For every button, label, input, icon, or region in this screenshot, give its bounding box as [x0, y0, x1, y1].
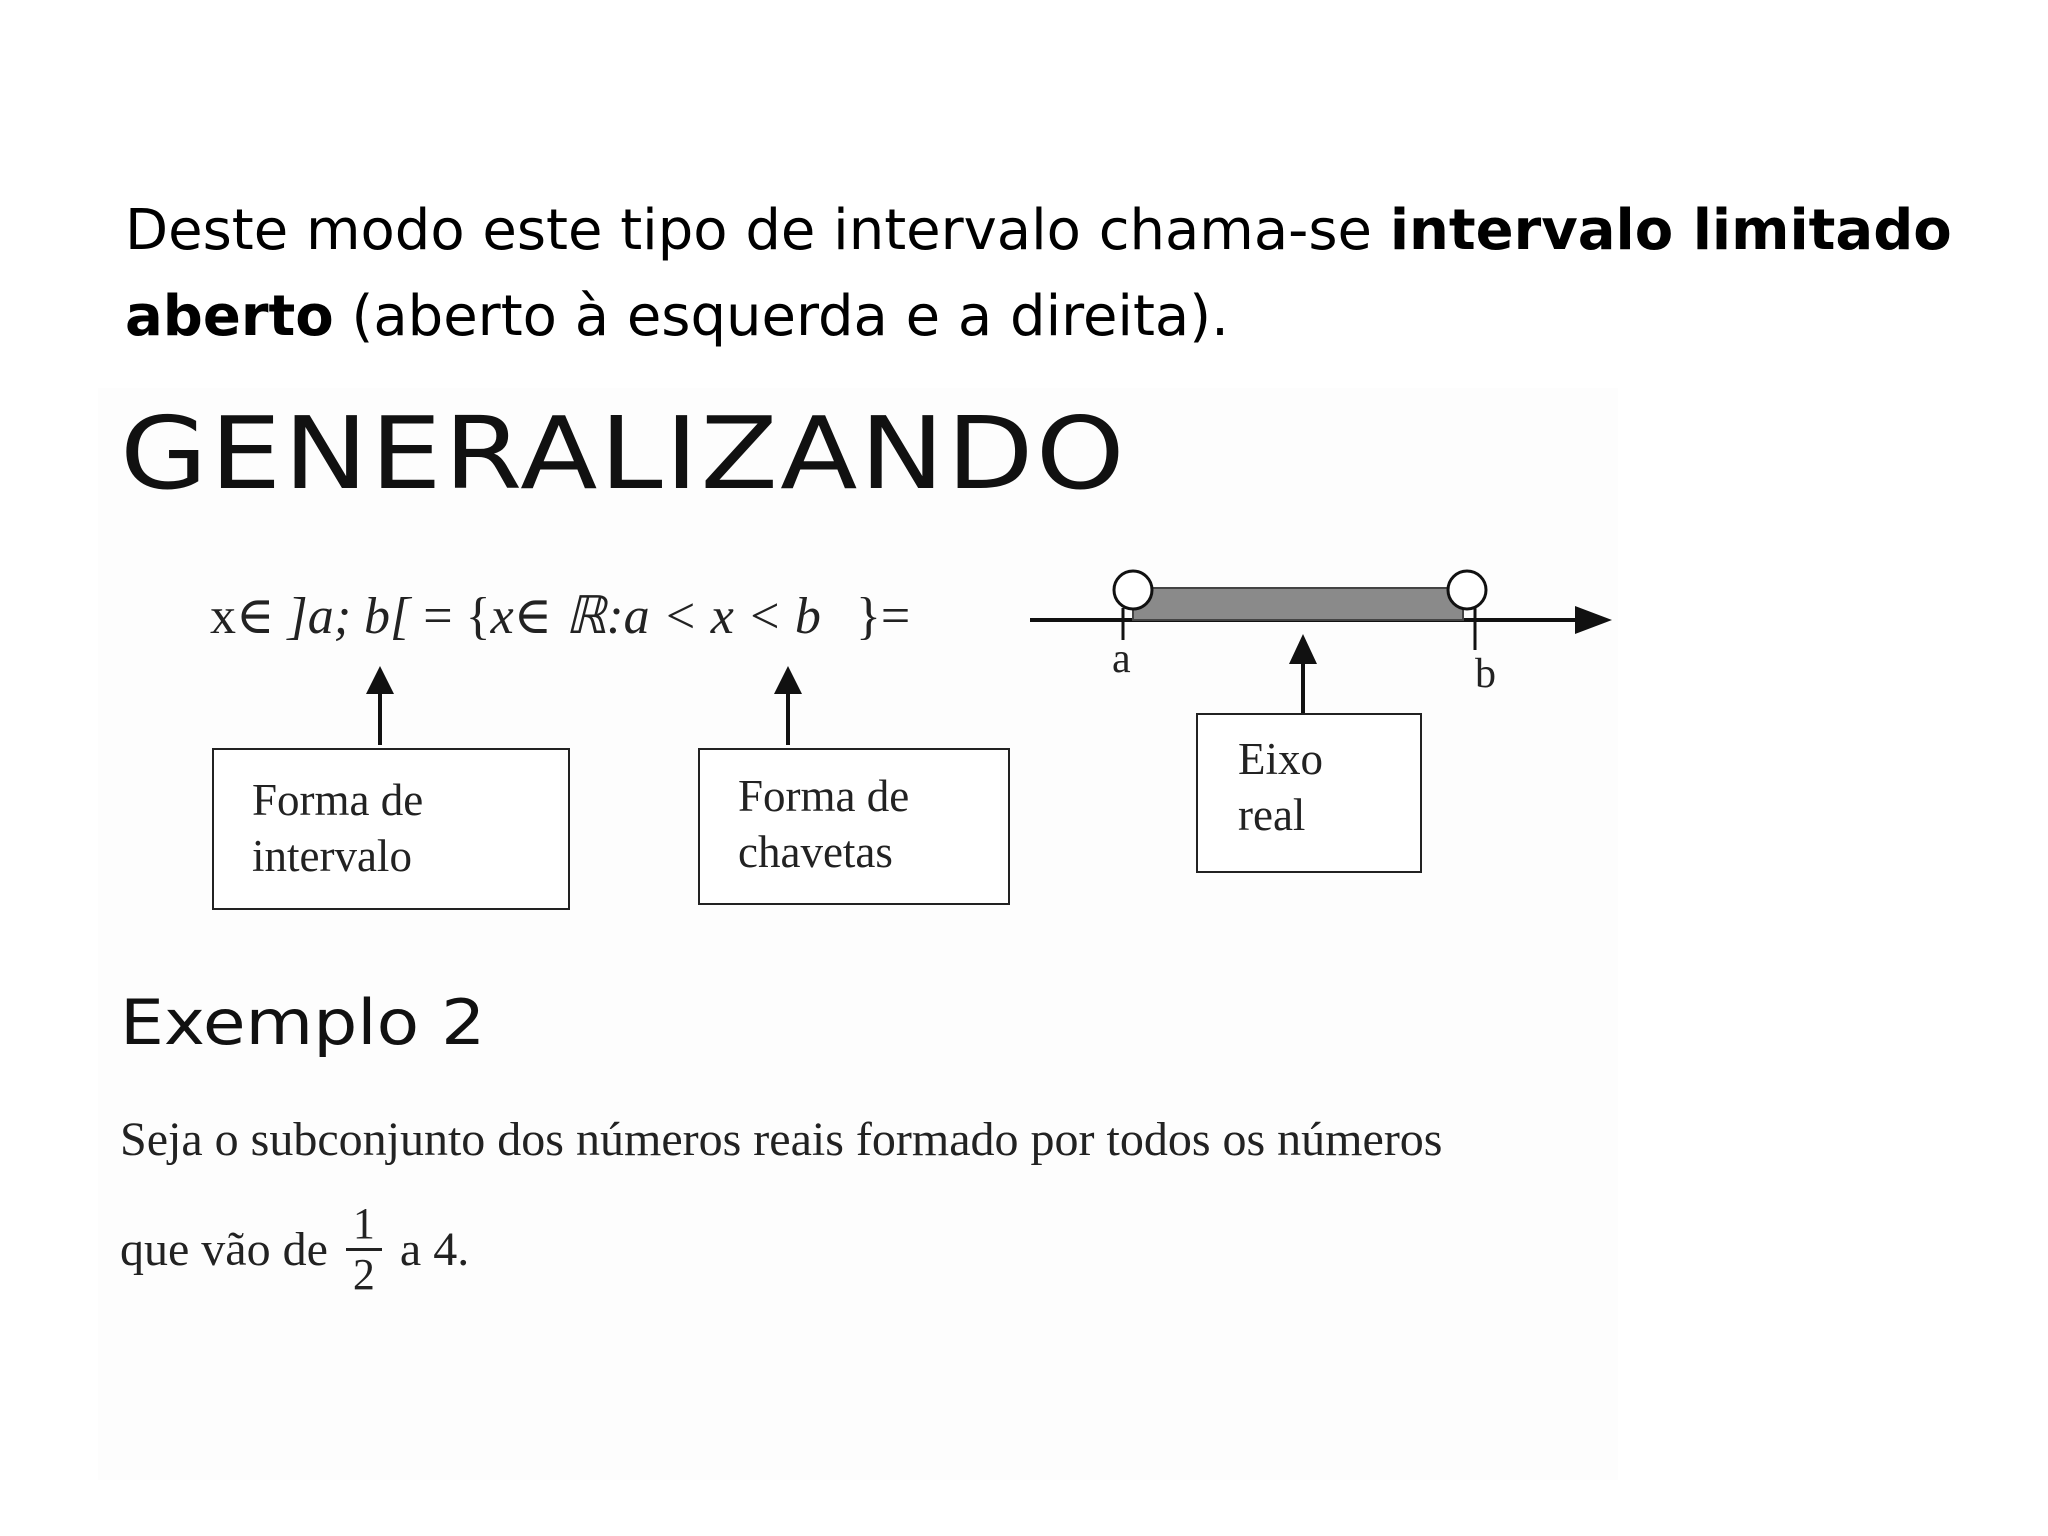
example-title: Exemplo 2 [120, 986, 486, 1059]
open-interval-shaded [1133, 588, 1463, 620]
box-real-axis-line1: Eixo [1238, 734, 1323, 784]
box-real-axis [1196, 713, 1422, 873]
formula-set-rule: x∈ ℝ:a < x < b [490, 588, 821, 645]
example-line-1: Seja o subconjunto dos números reais formado por todos os números [120, 1113, 1443, 1166]
box-brace-form-line1: Forma de [738, 771, 910, 821]
box-brace-form [698, 748, 1010, 905]
number-line-arrowhead-icon [1575, 606, 1612, 634]
arrow-braces-head-icon [774, 666, 802, 694]
intro-bold-term: intervalo limitado aberto [125, 198, 1952, 349]
fraction-numerator: 1 [352, 1199, 375, 1248]
example-line-2 [120, 1200, 469, 1299]
open-endpoint-b-icon [1448, 571, 1486, 609]
box-brace-form-line2: chavetas [738, 827, 893, 877]
point-label-a: a [1112, 636, 1131, 682]
box-interval-form [212, 748, 570, 910]
example-line-2-end: a 4. [399, 1223, 470, 1276]
point-label-b: b [1475, 651, 1496, 697]
fraction-denominator: 2 [352, 1250, 375, 1299]
formula-interval-notation: ]a; b[ [287, 588, 411, 645]
section-heading: GENERALIZANDO [120, 395, 1127, 512]
box-interval-form-line1: Forma de [252, 775, 424, 825]
formula-x-in: x∈ [210, 588, 275, 645]
intro-text-end: (aberto à esquerda e a direita). [333, 284, 1229, 349]
formula-equals-brace: = { [423, 588, 491, 645]
arrow-interval-head-icon [366, 666, 394, 694]
open-endpoint-a-icon [1114, 571, 1152, 609]
formula-close: }= [855, 588, 911, 645]
box-interval-form-line2: intervalo [252, 831, 412, 881]
fraction-one-half [346, 1200, 382, 1299]
box-real-axis-line2: real [1238, 790, 1306, 840]
arrow-axis-head-icon [1289, 634, 1317, 664]
intro-text-start: Deste modo este tipo de intervalo chama-se [125, 198, 1390, 263]
example-line-2-start: que vão de [120, 1223, 328, 1276]
